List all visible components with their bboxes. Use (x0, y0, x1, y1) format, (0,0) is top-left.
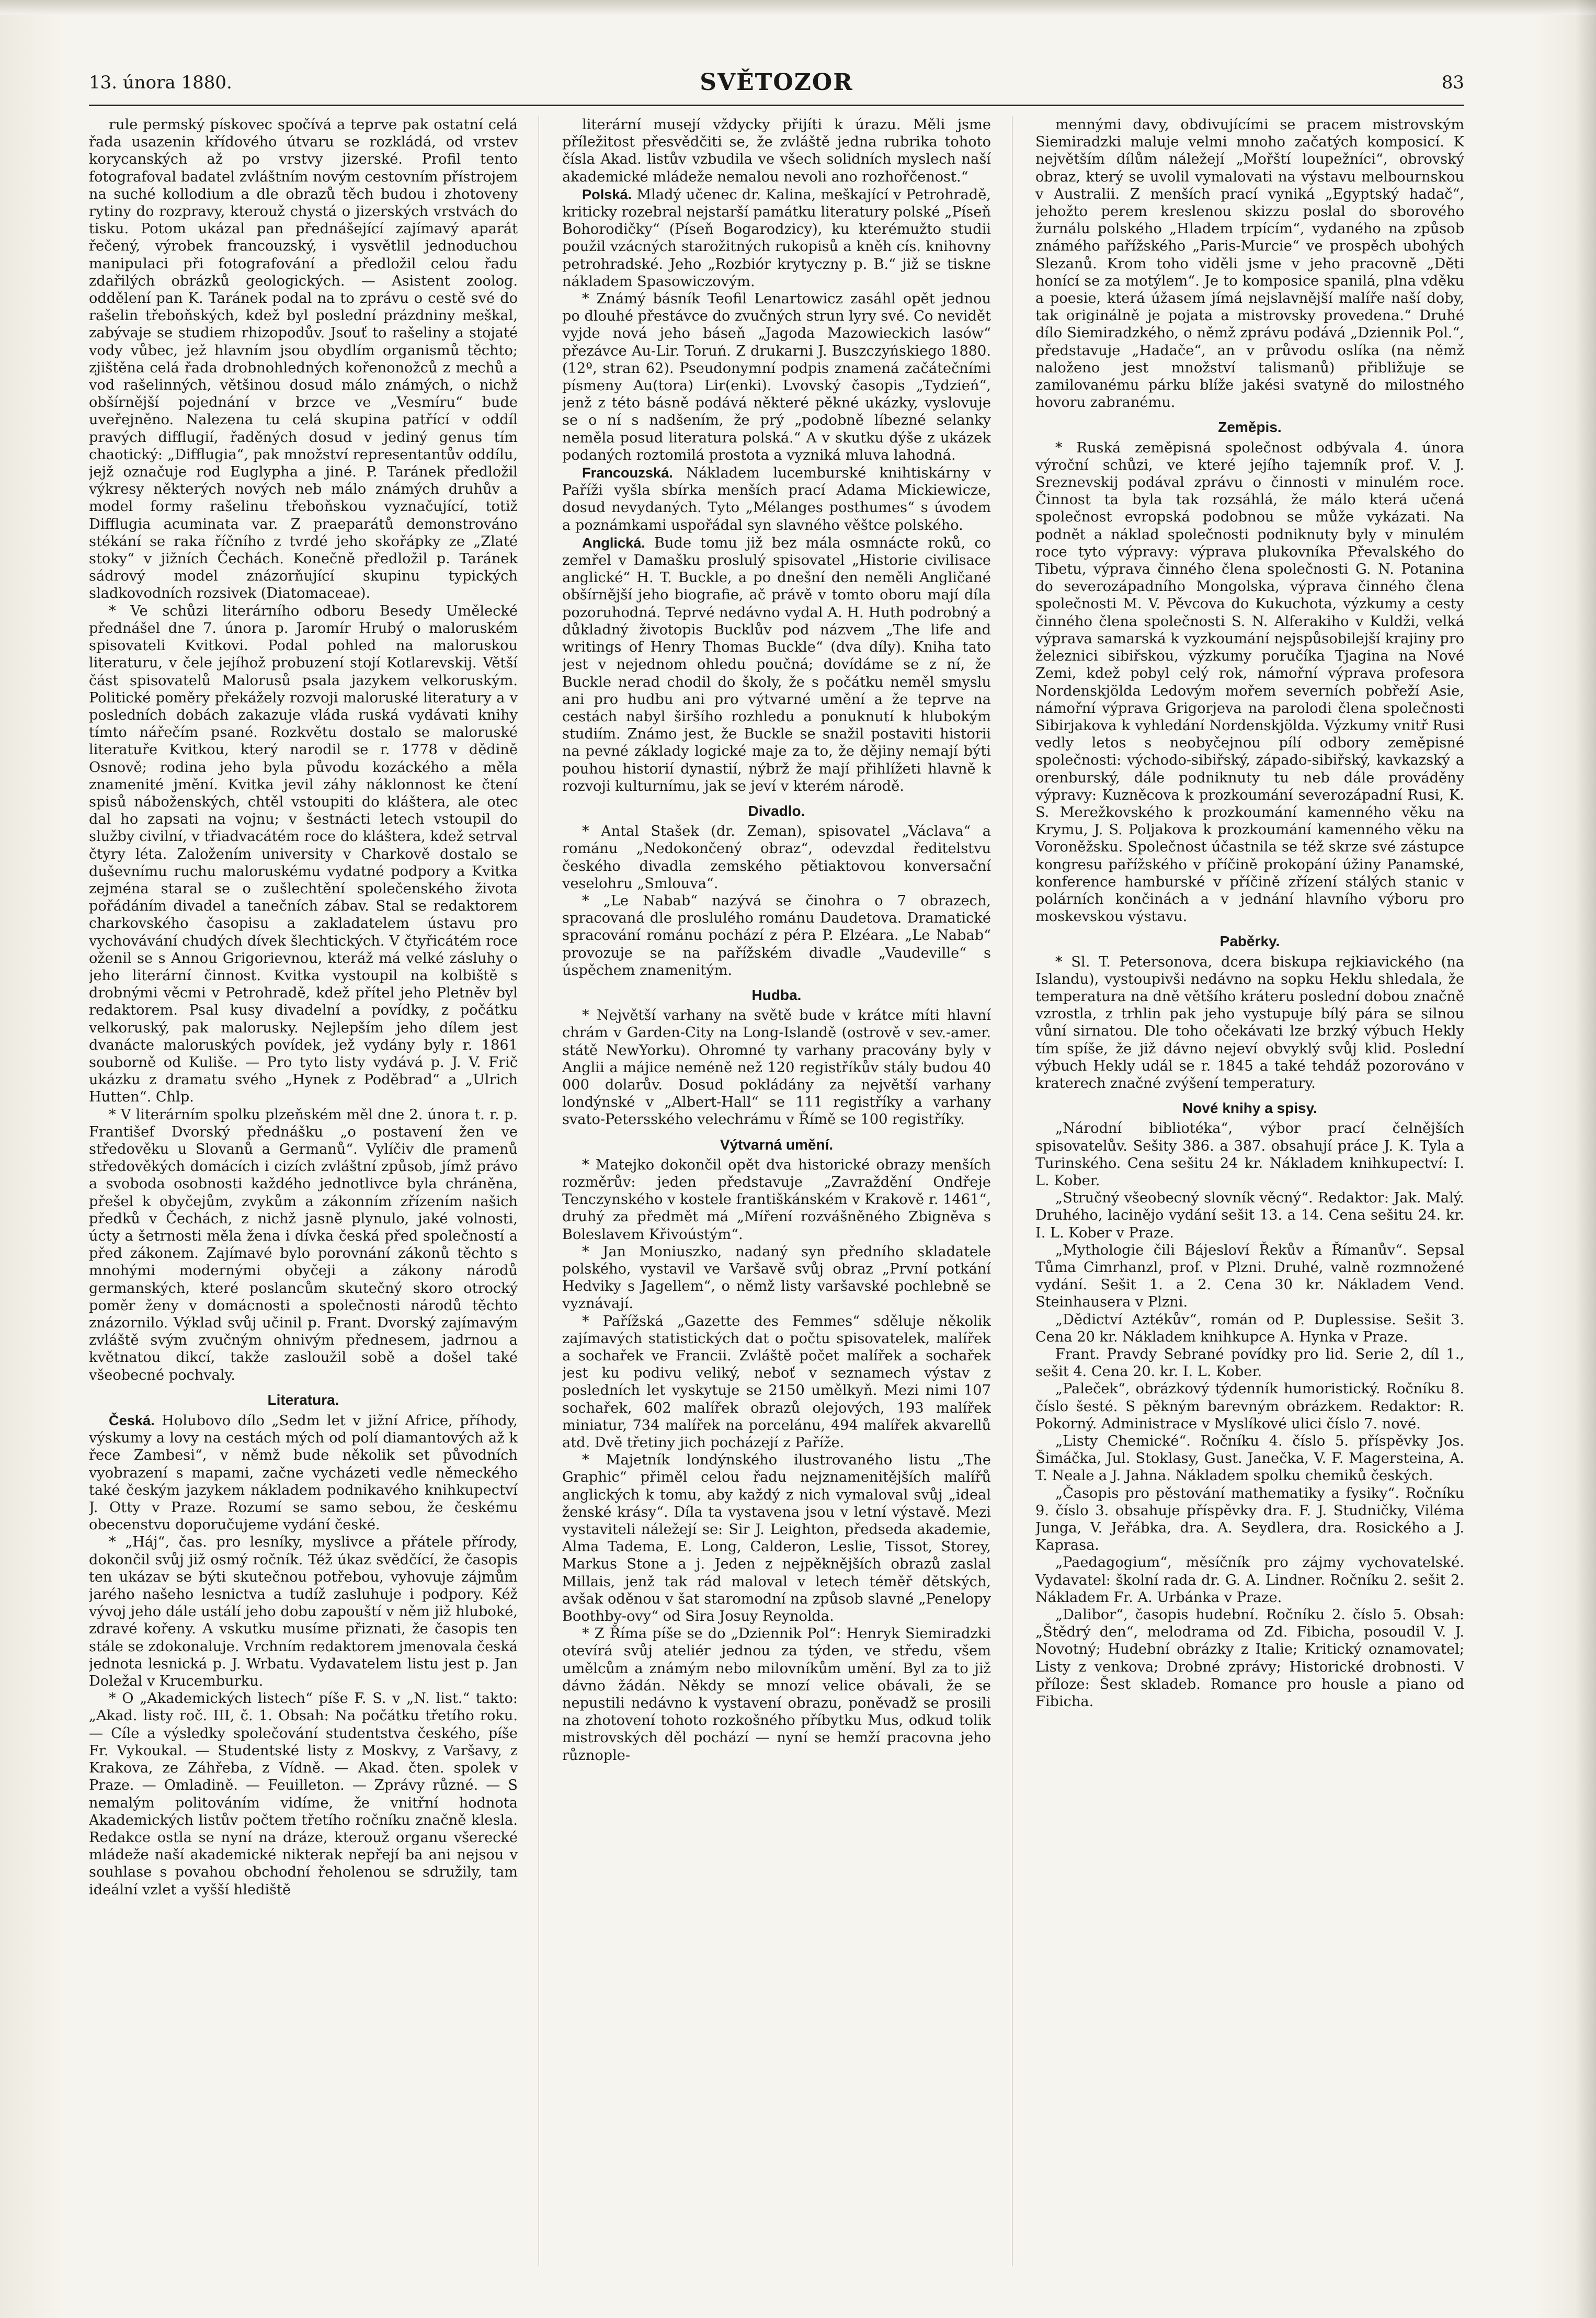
article-paragraph: „Paleček“, obrázkový týdenník humoristický. Ročníku 8. číslo šesté. S pěkným barevným obrázkem. Redaktor: R. Pokorný. Administrace v Myslíkové ulici číslo 7. nové. (1035, 1381, 1464, 1432)
subsection-lead: Francouzská. (582, 464, 673, 481)
article-paragraph: Frant. Pravdy Sebrané povídky pro lid. Serie 2, díl 1., sešit 4. Cena 20. kr. I. L. Kober. (1035, 1346, 1464, 1380)
masthead-title: SVĚTOZOR (700, 69, 853, 96)
article-paragraph: * Matejko dokončil opět dva historické obrazy menších rozměrův: jeden představuje „Zavraždění Ondřeje Tenczynského v kostele františkánském v Krakově r. 1461“, druhý za předmět má „Míření rozvášněného Zbigněva s Boleslavem Křivoústým“. (562, 1156, 991, 1243)
article-paragraph: * Pařížská „Gazette des Femmes“ sděluje několik zajímavých statistických dat o počtu spisovatelek, malířek a sochařek ve Francii. Zvláště počet malířek a sochařek jest ku podivu veliký, neboť v seznamech výstav z posledních let vyskytuje se 2150 umělkyň. Mezi nimi 107 sochařek, 602 malířek obrazů olejových, 193 malířek miniatur, 734 malířek na porcelánu, 494 malířek akvarellů atd. Dvě třetiny jich pocházejí z Paříže. (562, 1313, 991, 1451)
page-number: 83 (1441, 72, 1464, 93)
article-paragraph: rule permský pískovec spočívá a teprve pak ostatní celá řada usazenin křídového útvaru se rozkládá, od vrstev korycanských až po vrstvy jizerské. Profil tento fotografoval badatel zvláštním novým cestovním přístrojem na suché kollodium a dle obrazů těch budou i zhotoveny rytiny do rozpravy, kterouž chystá o jizerských vrstvách do tisku. Potom ukázal pan přednášející zajímavý aparát řečený, výrobek francouzský, i vysvětlil jednoduchou manipulaci při fotografování a předložil celou řadu zdařilých obrázků geologických. — Asistent zoolog. oddělení pan K. Taránek podal na to zprávu o cestě své do rašelin třeboňských, kdež byl poslední prázdniny meškal, zabývaje se studiem rhizopodův. Jsouť to rašeliny a stojaté vody vůbec, jež hlavním jsou obydlím organismů těchto; zjištěna celá řada drobnohledných kořenonožců z mechů a vod rašelinných, většinou dosud málo známých, o nichž obšírnější pojednání v brzce ve „Vesmíru“ bude uveřejněno. Nalezena tu celá skupina patřící v oddíl pravých difflugií, řaděných dosud v jediný genus tím chaotický: „Difflugia“, pak množství representantův oddílu, jejž označuje rod Euglypha a jiné. P. Taránek předložil výkresy některých nových neb málo známých druhův a model formy rašelinu třeboňskou vyznačující, totiž Difflugia acuminata var. Z praeparátů demonstrováno stékání se raka říčního z tvrdé jeho skořápky ze „Zlaté stoky“ v jižních Čechách. Konečně předložil p. Taránek sádrový model znázorňující skupinu typických sladkovodních rozsivek (Diatomaceae). (89, 117, 518, 602)
section-heading: Nové knihy a spisy. (1182, 1100, 1317, 1117)
article-paragraph: * Majetník londýnského ilustrovaného listu „The Graphic“ přiměl celou řadu nejznamenitějších malířů anglických k tomu, aby každý z nich vymaloval svůj „ideal ženské krásy“. Díla ta vystavena jsou v letní výstavě. Mezi vystaviteli náležejí se: Sir J. Leighton, předseda akademie, Alma Tadema, E. Long, Calderon, Leslie, Tissot, Storey, Markus Stone a j. Jeden z nejpěknějších obrazů zaslal Millais, jenž tak rád maloval v letech téměř dětských, avšak oděnou v šat staromodní na způsob slavné „Penelopy Boothby-ovy“ od Sira Josuy Reynolda. (562, 1452, 991, 1625)
article-paragraph: literární musejí vždycky přijíti k úrazu. Měli jsme příležitost přesvědčiti se, že zvláště jedna rubrika tohoto čísla Akad. listův vzbudila ve všech solidních myslech naší akademické mládeže nemalou nevoli ano rozhořčenost.“ (562, 117, 991, 185)
article-paragraph: „Dalibor“, časopis hudební. Ročníku 2. číslo 5. Obsah: „Štědrý den“, melodrama od Zd. Fibicha, posoudil V. J. Novotný; Hudební obrázky z Italie; Kritický oznamovatel; Listy z venkova; Drobné zprávy; Historické drobnosti. V příloze: Šest skladeb. Romance pro housle a piano od Fibicha. (1035, 1607, 1464, 1710)
text-column-3 (1035, 116, 1464, 2271)
article-paragraph: * Jan Moniuszko, nadaný syn předního skladatele polského, vystavil ve Varšavě svůj obraz „První potkání Hedviky s Jagellem“, o němž listy varšavské pochlebně se vyznávají. (562, 1243, 991, 1312)
article-paragraph: * Z Říma píše se do „Dziennik Pol“: Henryk Siemiradzki otevírá svůj ateliér jednou za týden, ve středu, všem umělcům a známým nebo milovníkům umění. Byl za to již dávno žádán. Někdy se mnozí velice obávali, že se nepustili nedávno k vystavení obrazu, poněvadž se prosili na zhotovení tohoto rozkošného příbytku Mus, odkud tolik mistrovských děl pochází — nyní se hemží pracovna jeho různople- (562, 1626, 991, 1764)
article-paragraph: * „Le Nabab“ nazývá se činohra o 7 obrazech, spracovaná dle proslulého románu Daudetova. Dramatické spracování románu pochází z péra P. Elzéara. „Le Nabab“ provozuje se na pařížském divadle „Vaudeville“ s úspěchem znamenitým. (562, 892, 991, 979)
paragraph-text: Nákladem lucemburské knihtiskárny v Paříži vyšla sbírka menších prací Adama Mickiewicze, dosud nevydaných. Tyto „Mélanges posthumes“ s úvodem a poznámkami uspořádal syn slavného věštce polského. (562, 465, 991, 533)
article-paragraph: „Stručný všeobecný slovník věcný“. Redaktor: Jak. Malý. Druhého, lacinějo vydání sešit 13. a 14. Cena sešitu 24. kr. I. L. Kober v Praze. (1035, 1190, 1464, 1241)
section-heading: Divadlo. (748, 802, 805, 819)
article-paragraph: „Národní bibliotéka“, výbor prací čelnějších spisovatelův. Sešity 386. a 387. obsahují práce J. K. Tyla a Turinského. Cena sešitu 24 kr. Nákladem knihkupectví: I. L. Kober. (1035, 1120, 1464, 1189)
paragraph-text: Mladý učenec dr. Kalina, meškající v Petrohradě, kriticky rozebral nejstarší památku literatury polské „Píseň Bohorodičky“ (Píseň Bogarodzicy), ku kterémužto studii použil vzácných starožitných rukopisů a kněh cís. knihovny petrohradské. Jeho „Rozbiór krytyczny p. B.“ již se tiskne nákladem Spasowiczovým. (562, 186, 991, 290)
page-top-shadow (0, 0, 1596, 15)
header-rule (89, 105, 1464, 106)
section-heading: Paběrky. (1219, 933, 1280, 950)
paragraph-text: Holubovo dílo „Sedm let v jižní Africe, příhody, výskumy a lovy na cestách mých od polí diamantových až k řece Zambesi“, v němž bude několik set původních vyobrazení s mapami, začne vycházeti vedle německého také českým jazykem nákladem podnikavého knihkupectví J. Otty v Praze. Rozumí se samo sebou, že českému obecenstvu doporučujeme vydání české. (89, 1413, 518, 1533)
article-paragraph: * Antal Stašek (dr. Zeman), spisovatel „Václava“ a románu „Nedokončený obraz“, odevzdal ředitelstvu českého divadla zemského pětiaktovou konversační veselohru „Smlouva“. (562, 823, 991, 892)
section-heading: Zeměpis. (1218, 419, 1282, 436)
text-column-1 (89, 116, 518, 2271)
section-heading: Hudba. (751, 986, 802, 1003)
article-paragraph: * Ve schůzi literárního odboru Besedy Umělecké přednášel dne 7. února p. Jaromír Hrubý o maloruském spisovateli Kvitkovi. Podal pohled na maloruskou literaturu, v čele jejíhož probuzení stojí Kotlarevskij. Větší část spisovatelů Malorusů psala jazykem velkoruským. Politické poměry překážely rozvoji maloruské literatury a v posledních dobách zakazuje vláda ruská vydávati knihy tímto nářečím psané. Rozkvětu dostalo se maloruské literatuře Kvitkou, který narodil se r. 1778 v dědině Osnově; rodina jeho byla původu kozáckého a měla znamenité jmění. Kvitka jevil záhy náklonnost ke čtení spisů náboženských, chtěl vstoupiti do kláštera, ale otec dal ho zapsati na vojnu; v šestnácti letech vstoupil do služby civilní, v třiadvacátém roce do kláštera, kdež setrval čtyry léta. Založením university v Charkově dostalo se duševnímu ruchu maloruskému vydatné podpory a Kvitka zejména staral se o zušlechtění společenského života pořádáním divadel a tanečních zábav. Stal se redaktorem charkovského časopisu a zakladatelem ústavu pro vychovávání chudých dívek šlechtických. V čtyřicátém roce oženil se s Annou Grigorievnou, kteráž má velké zásluhy o jeho literární činnost. Kvitka vystoupil na kolbiště s drobnými věcmi v Petrohradě, kdež přítel jeho Pletněv byl redaktorem. Psal kusy divadelní a povídky, z počátku velkoruský, pak malorusky. Nejlepším jeho dílem jest dvanácte maloruských povídek, jež vydány byly r. 1861 souborně od Kuliše. — Pro tyto listy vydává p. J. V. Frič ukázku z dramatu svého „Hynek z Poděbrad“ a „Ulrich Hutten“. Chlp. (89, 603, 518, 1106)
subsection-lead: Anglická. (582, 534, 645, 551)
article-paragraph: * V literárním spolku plzeňském měl dne 2. února t. r. p. Františef Dvorský přednášku „o postavení žen ve středověku u Slovanů a Germanů“. Vylíčiv dle pramenů středověkých domácích i cizích zvláštní způsob, jímž právo a svoboda osobnosti každého jednotlivce byla chráněna, přešel k obyčejům, zvykům a zákonním zřízením našich předků v Čechách, z nichž jasně plynulo, jaké volnosti, úcty a šetrnosti měla žena i dívka česká před společností a před zákonem. Zajímavé bylo porovnání zákonů těchto s mnohými modernými obyčeji a zákony národů germanských, které poslancům skutečný skoro otrocký poměr ženy v domácnosti a společnosti národů těchto znázornilo. Výklad svůj učinil p. Frant. Dvorský zajímavým zvláště svým zvučným ohnivým přednesem, jadrnou a květnatou dikcí, takže zasloužil sobě a došel také všeobecné pochvaly. (89, 1106, 518, 1383)
article-paragraph: * Největší varhany na světě bude v krátce míti hlavní chrám v Garden-City na Long-Islandě (ostrově v sev.-amer. státě NewYorku). Ohromné ty varhany pracovány byly v Anglii a májice neméně než 120 registříkův stály budou 40 000 dolarův. Dosud pokládány za největší varhany londýnské v „Albert-Hall“ se 111 registříky a varhany svato-Petersského velechrámu v Římě se 100 registříky. (562, 1007, 991, 1128)
article-paragraph: * O „Akademických listech“ píše F. S. v „N. list.“ takto: „Akad. listy roč. III, č. 1. Obsah: Na počátku třetího roku. — Cíle a výsledky společování studentstva českého, píše Fr. Vykoukal. — Studentské listy z Moskvy, z Varšavy, z Krakova, ze Záhřeba, z Vídně. — Akad. čten. spolek v Praze. — Omladině. — Feuilleton. — Zprávy různé. — S nemalým politováním vidíme, že vnitřní hodnota Akademických listův počtem třetího ročníku značně klesla. Redakce ostla se nyní na dráze, kterouž organu všerecké mládeže naší akademické nikterak nepřejí ba ani nejsou v souhlase s povahou obchodní řeholenou se sdružily, tam ideální vzlet a vyšší hlediště (89, 1690, 518, 1898)
article-paragraph: „Paedagogium“, měsíčník pro zájmy vychovatelské. Vydavatel: školní rada dr. G. A. Lindner. Ročníku 2. sešit 2. Nákladem Fr. A. Urbánka v Praze. (1035, 1554, 1464, 1606)
article-paragraph (562, 464, 991, 534)
section-heading: Výtvarná umění. (720, 1136, 834, 1153)
article-paragraph: * Sl. T. Petersonova, dcera biskupa rejkiavického (na Islandu), vystoupivši nedávno na sopku Heklu shledala, že temperatura na dně většího kráteru poslední dobou značně vzrostla, z trhlin pak jeho vystupuje bílý pára se silnou vůní sirnatou. Dle toho očekávati lze brzký výbuch Hekly tím spíše, že již dávno nejeví obvyklý svůj klid. Poslední výbuch Hekly udál se r. 1845 a také tehdáž pozorováno v kraterech značné zvýšení temperatury. (1035, 953, 1464, 1092)
page-edge-shadow (1575, 0, 1596, 2318)
subsection-lead: Polská. (582, 186, 632, 202)
article-paragraph: „Listy Chemické“. Ročníku 4. číslo 5. příspěvky Jos. Šimáčka, Jul. Stoklasy, Gust. Janečka, V. F. Magersteina, A. T. Neale a J. Jahna. Nákladem spolku chemiků českých. (1035, 1433, 1464, 1484)
article-paragraph (89, 1412, 518, 1533)
subsection-lead: Česká. (109, 1412, 155, 1429)
article-paragraph (562, 186, 991, 290)
section-heading: Literatura. (267, 1391, 339, 1408)
paragraph-text: Bude tomu již bez mála osmnácte roků, co zemřel v Damašku proslulý spisovatel „Historie civilisace anglické“ H. T. Buckle, a po dnešní den neměli Angličané obšírnější jeho biografie, ač právě v tomto oboru mají díla pozoruhodná. Teprvé nedávno vydal A. H. Huth podrobný a důkladný životopis Bucklův pod názvem „The life and writings of Henry Thomas Buckle“ (dva díly). Kniha tato jest v nejednom ohledu poučná; dovídáme se z ní, že Buckle nerad chodil do školy, že s počátku neměl smyslu ani pro hudbu ani pro výtvarné umění a že teprve na cestách nabyl širšího rozhledu a ponuknutí k hlubokým studiím. Známo jest, že Buckle se snažil postaviti historii na pevné základy logické maje za to, že dějiny nemají býti pouhou historií dynastií, nýbrž že mají přihlížeti hlavně k rozvoji kulturnímu, jak se jeví v kterém národě. (562, 535, 991, 794)
article-paragraph: „Časopis pro pěstování mathematiky a fysiky“. Ročníku 9. číslo 3. obsahuje příspěvky dra. F. J. Studničky, Viléma Junga, V. Jeřábka, dra. A. Seydlera, dra. Rosického a J. Kaprasa. (1035, 1485, 1464, 1554)
article-paragraph: * Ruská zeměpisná společnost odbývala 4. února výroční schůzi, ve které jejího tajemník prof. V. J. Sreznevskij podával zprávu o činnosti v minulém roce. Činnost ta byla tak rozsáhlá, že málo která učená společnost evropská podobnou se může vykázati. Na podnět a náklad společnosti podniknuty byly v minulém roce tyto výpravy: výprava plukovníka Převalského do Tibetu, výprava činného člena společnosti G. N. Potanina do severozápadního Mongolska, výprava činného člena společnosti M. V. Pěvcova do Kukuchota, výzkumy a cesty činného člena společnosti S. N. Alferakiho v Kuldži, velká výprava samarská k vyzkoumání nejspůsobilejší krajiny pro železnici sibiřskou, výzkumy poručíka Tjagina na Nové Zemi, kdež pobyl celý rok, námořní výprava profesora Nordenskjölda Ledovým mořem severních pobřeží Asie, námořní výprava Grigorjeva na parolodi člena společnosti Sibirjakova k vyhledání Nordenskjölda. Výzkumy vnitř Rusi vedly letos s neobyčejnou pílí odbory zeměpisné společnosti: východo-sibiřský, západo-sibiřský, kavkazský a orenburský, dále podniknuty tu neb dále prováděny výpravy: Kuzněcova k prozkoumání severozápadní Rusi, K. S. Merežkovského k prozkoumání kamenného věku na Krymu, J. S. Poljakova k prozkoumání kamenného věku na Voroněžsku. Společnost účastnila se též skrze své zástupce kongresu pařížského v příčině prokopání úžiny Panamské, konference hamburské v příčině zřízení stálých stanic v polárních končinách a v jednání hlavního výboru pro moskevskou výstavu. (1035, 439, 1464, 925)
article-paragraph: * „Háj“, čas. pro lesníky, myslivce a přátele přírody, dokončil svůj již osmý ročník. Též úkaz svědčící, že časopis ten ukázav se býti skutečnou potřebou, vyhovuje zájmům jarého našeho lesnictva a tudíž zasluhuje i podpory. Kéž vývoj jeho dále ustálí jeho dobu zapouští v něm již hluboké, zdravé kořeny. A vskutku musíme přiznati, že časopis ten stále se zdokonaluje. Vrchním redaktorem jmenovala česká jednota lesnická p. J. Wrbatu. Vydavatelem listu jest p. Jan Doležal v Krucemburku. (89, 1534, 518, 1690)
page-header (89, 69, 1464, 106)
article-paragraph: * Známý básník Teofil Lenartowicz zasáhl opět jednou po dlouhé přestávce do zvučných strun lyry své. Co nevidět vyjde nová jeho báseň „Jagoda Mazowieckich lasów“ přezávce Au-Lir. Toruń. Z drukarni J. Buszczyńskiego 1880. (12º, stran 62). Pseudonymní podpis znamená začátečními písmeny Au(tora) Lir(enki). Lvovský časopis „Tydzień“, jenž z této básně podává některé pěkné ukázky, vyslovuje se o ní s nadšením, že prý „podobně líbezné selanky neměla posud literatura polská.“ A v skutku dýše z ukázek podaných roztomilá prostota a vyzniká mluva lahodná. (562, 291, 991, 463)
issue-date: 13. února 1880. (89, 72, 232, 93)
article-paragraph (562, 534, 991, 795)
article-paragraph: mennými davy, obdivujícími se pracem mistrovským Siemiradzki maluje velmi mnoho začatých komposicí. K největším dílům náležejí „Mořští loupežníci“, obrovský obraz, který se uvolil vymalovati na výstavu melbournskou v Australii. Z menších prací vyniká „Egyptský hadač“, jehožto perem kreslenou skizzu poslal do sborového žurnálu polského „Hladem trpícím“, vydaného na způsob známého pařížského „Paris-Murcie“ ve prospěch ubohých Slezanů. Krom toho viděli jsme v jeho pracovně „Děti honící se za motýlem“. Je to komposice spanilá, plna vděku a poesie, která úžasem jímá nejslavnější malíře naší doby, tak originálně je pojata a mistrovsky provedena.“ Druhé dílo Siemiradzkého, o němž zprávu podává „Dziennik Pol.“, představuje „Hadače“, an v průvodu oslíka (na němž naloženo jest množství talismanů) přibližuje se zamilovanému párku blíže jakési svatyně do milostného hovoru zabranému. (1035, 117, 1464, 411)
article-paragraph: „Mythologie čili Bájesloví Řekův a Římanův“. Sepsal Tůma Cimrhanzl, prof. v Plzni. Druhé, valně rozmnožené vydání. Sešit 1. a 2. Cena 30 kr. Nákladem Vend. Steinhausera v Plzni. (1035, 1242, 1464, 1311)
text-column-2 (562, 116, 991, 2271)
article-paragraph: „Dědictví Aztékův“, román od P. Duplessise. Sešit 3. Cena 20 kr. Nákladem knihkupce A. Hynka v Praze. (1035, 1311, 1464, 1345)
